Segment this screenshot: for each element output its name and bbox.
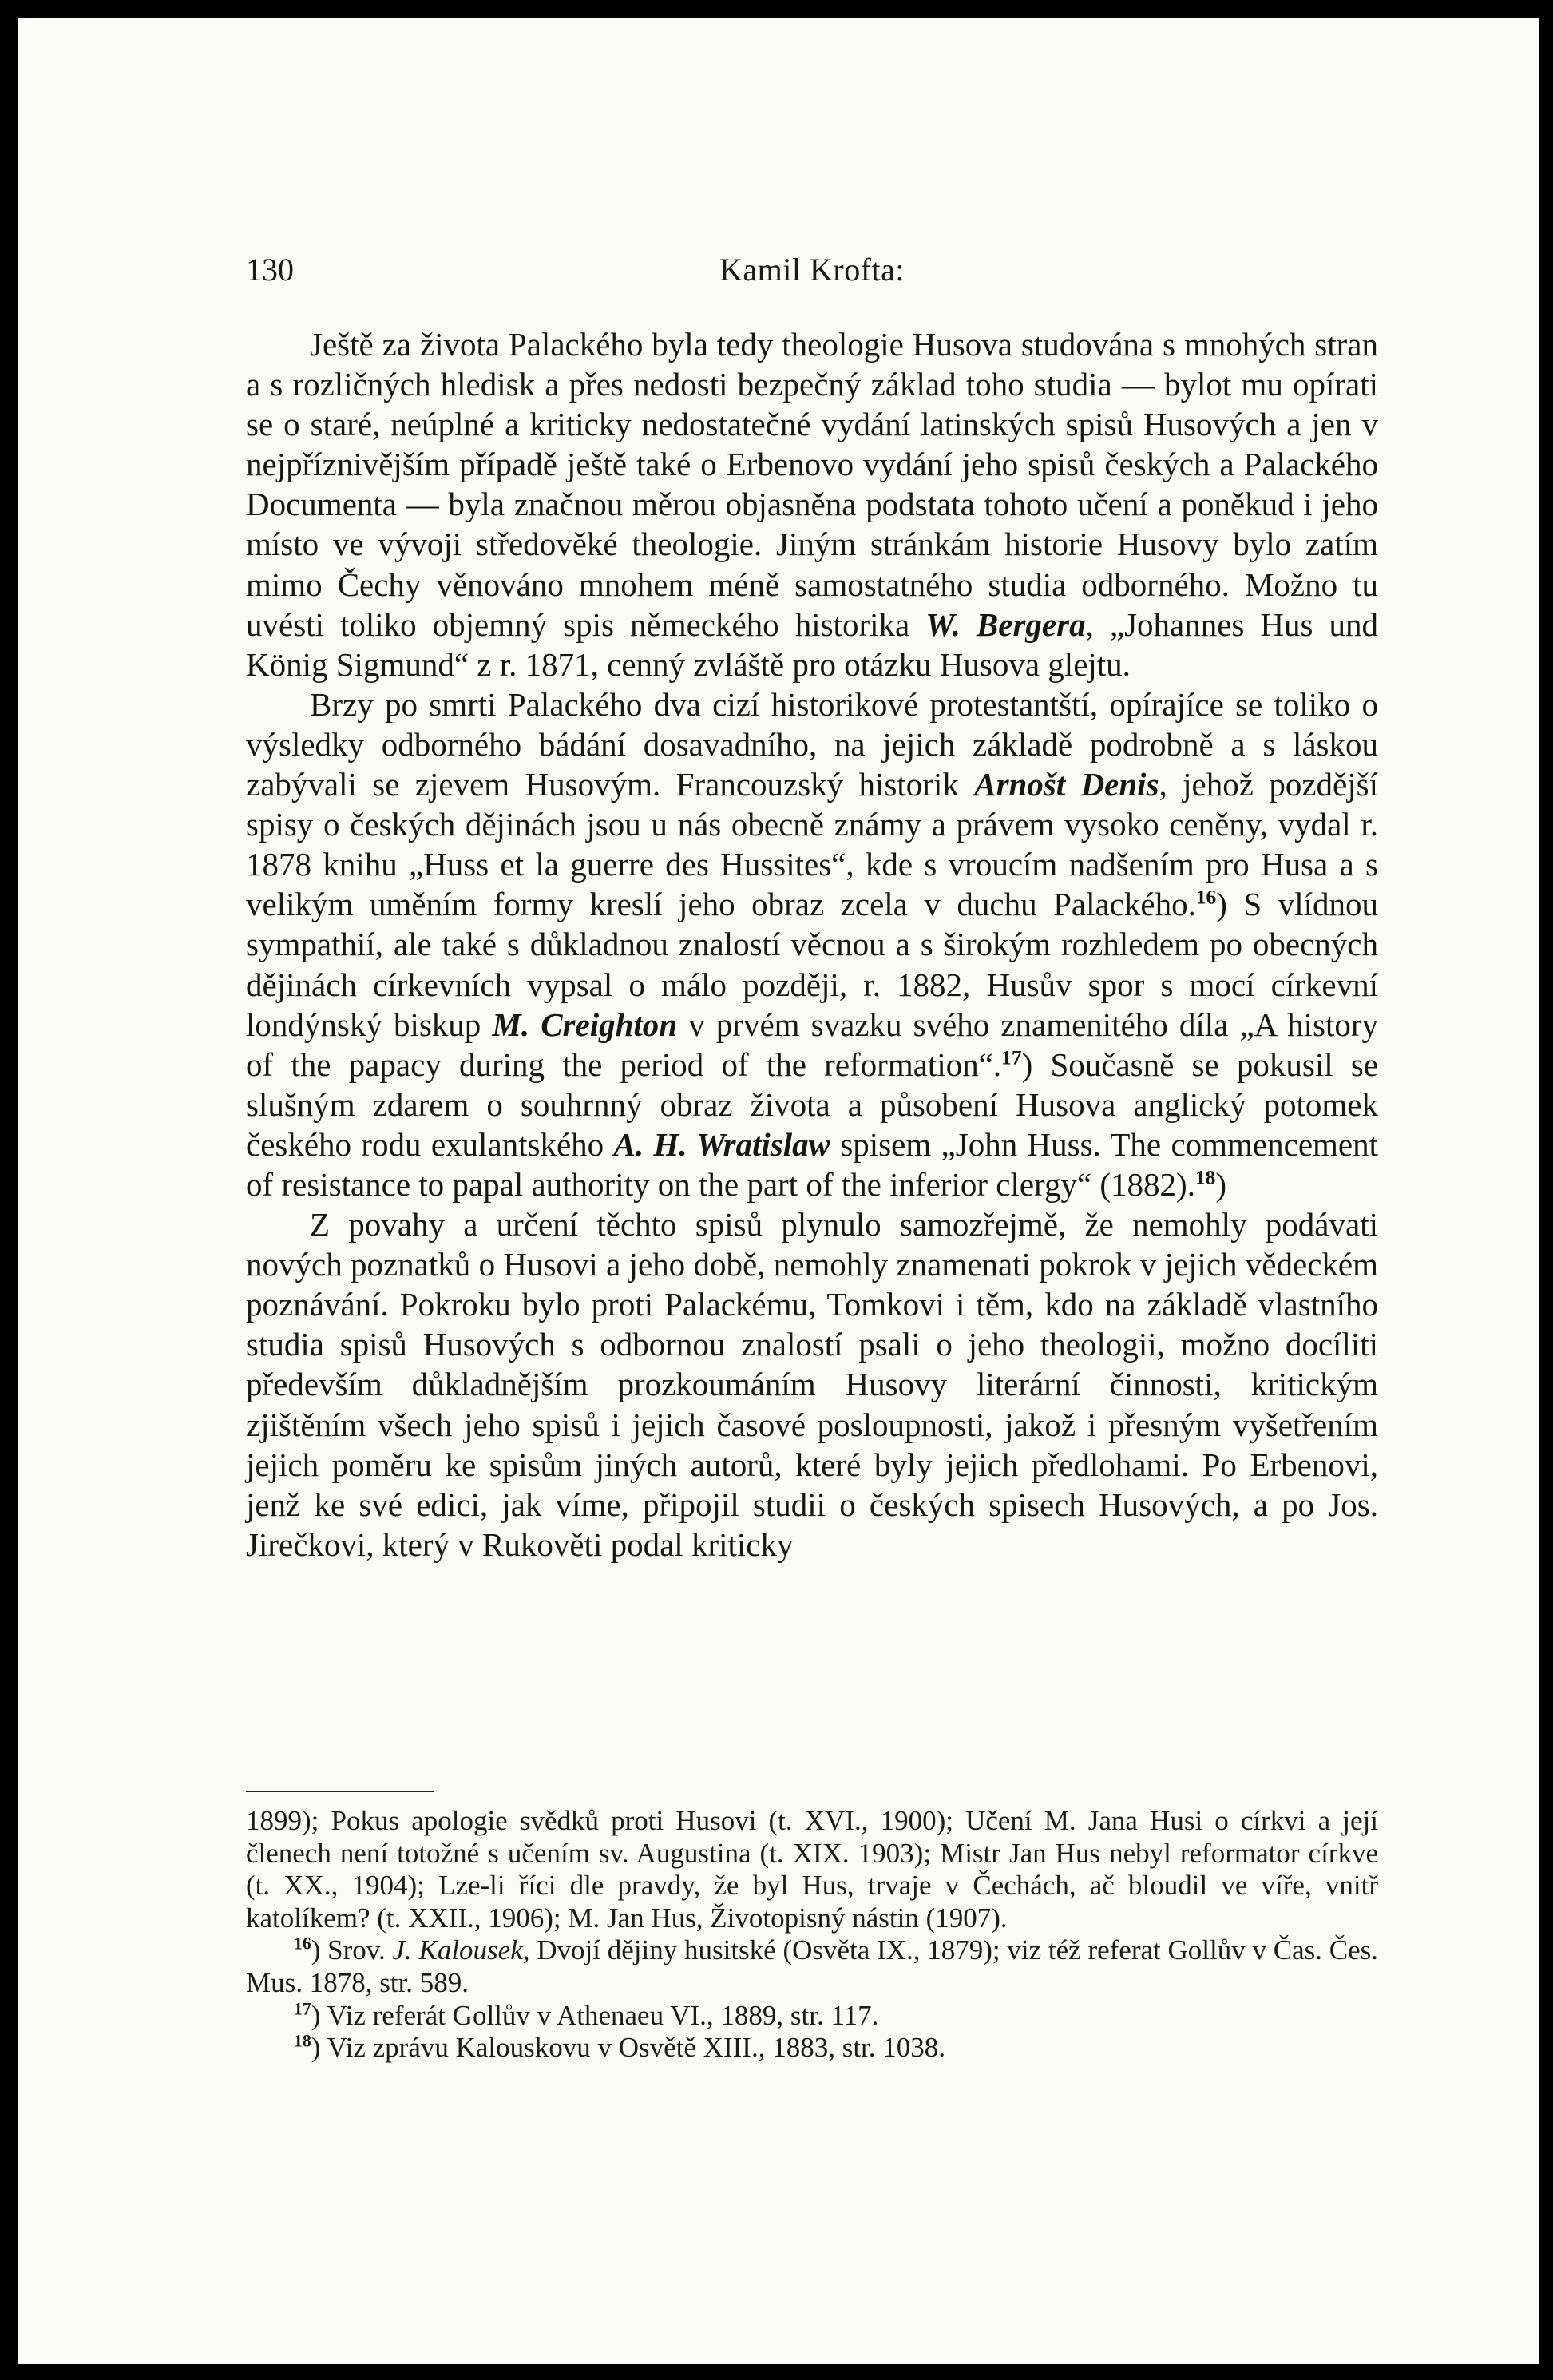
running-head: Kamil Krofta: xyxy=(719,252,905,288)
author-name: Arnošt Denis xyxy=(974,766,1159,803)
paragraph-2: Brzy po smrti Palackého dva cizí historikové protestantští, opírajíce se toliko o výsledky odborného bádání dosavadního, na jejich základě podrobně a s láskou zabývali se zjevem Husovým. Francouzský historik Arnošt Denis, jehož pozdější spisy o českých dějinách jsou u nás obecně známy a právem vysoko ceněny, vydal r. 1878 knihu „Huss et la guerre des Hussites“, kde s vroucím nadšením pro Husa a s velikým uměním formy kreslí jeho obraz zcela v duchu Palackého.$^{16}$) S vlídnou sympathií, ale také s důkladnou znalostí věcnou a s širokým rozhledem po obecných dějinách církevních vypsal o málo později, r. 1882, Husův spor s mocí církevní londýnský biskup M. Creighton v prvém svazku svého znamenitého díla „A history of the papacy during the period of the reformation“.$^{17}$) Současně se pokusil se slušným zdarem o souhrnný obraz života a působení Husova anglický potomek českého rodu exulantského A. H. Wratislaw spisem „John Huss. The commencement of resistance to papal authority on the part of the inferior clergy“ (1882).$^{18}$) xyxy=(246,685,1379,1203)
footnote-16: $^{16}$) Srov. J. Kalousek, Dvojí dějiny husitské (Osvěta IX., 1879); viz též referat Gollův v Čas. Čes. Mus. 1878, str. 589. xyxy=(246,1934,1378,1998)
author-name: M. Creighton xyxy=(492,1006,678,1043)
footnote-ref-18: 18 xyxy=(1194,1166,1216,1189)
footnote-ref-16: 16 xyxy=(1195,886,1217,909)
footnote-ref-17: 17 xyxy=(1001,1046,1022,1069)
footnote-divider xyxy=(246,1791,434,1792)
page-header xyxy=(246,251,1378,299)
book-page xyxy=(18,18,1539,2364)
author-name: J. Kalousek xyxy=(392,1934,523,1966)
paragraph-3: Z povahy a určení těchto spisů plynulo samozřejmě, že nemohly podávati nových poznatků o Husovi a jeho době, nemohly znamenati pokrok v jejich vědeckém poznávání. Pokroku bylo proti Palackému, Tomkovi i těm, kdo na základě vlastního studia spisů Husových s odbornou znalostí psali o jeho theologii, možno docíliti především důkladnějším prozkoumáním Husovy literární činnosti, kritickým zjištěním všech jeho spisů i jejich časové posloupnosti, jakož i přesným vyšetřením jejich poměru ke spisům jiných autorů, které byly jejich předlohami. Po Erbenovi, jenž ke své edici, jak víme, připojil studii o českých spisech Husových, a po Jos. Jirečkovi, který v Rukověti podal kriticky xyxy=(246,1206,1378,1563)
author-name: W. Bergera xyxy=(925,605,1086,643)
footnote-18: $^{18}$) Viz zprávu Kalouskovu v Osvětě XIII., 1883, str. 1038. xyxy=(294,2031,946,2064)
paragraph-1: Ještě za života Palackého byla tedy theologie Husova studována s mnohých stran a s rozličných hledisk a přes nedosti bezpečný základ toho studia — bylot mu opírati se o staré, neúplné a kriticky nedostatečné vydání latinských spisů Husových a jen v nejpříznivějším případě ještě také o Erbenovo vydání jeho spisů českých a Palackého Documenta — byla značnou měrou objasněna podstata tohoto učení a poněkud i jeho místo ve vývoji středověké theologie. Jiným stránkám historie Husovy bylo zatím mimo Čechy věnováno mnohem méně samostatného studia odborného. Možno tu uvésti toliko objemný spis německého historika W. Bergera, „Johannes Hus und König Sigmund“ z r. 1871, cenný zvláště pro otázku Husova glejtu. xyxy=(246,326,1378,683)
main-text xyxy=(246,324,1378,1565)
page-number: 130 xyxy=(246,252,294,288)
footnote-17: $^{17}$) Viz referát Gollův v Athenaeu VI., 1889, str. 117. xyxy=(294,1998,879,2031)
author-name: A. H. Wratislaw xyxy=(613,1125,831,1163)
footnote-continuation: 1899); Pokus apologie svědků proti Husovi (t. XVI., 1900); Učení M. Jana Husi o církvi a její členech není totožné s učením sv. Augustina (t. XIX. 1903); Mistr Jan Hus nebyl reformator církve (t. XX., 1904); Lze-li říci dle pravdy, že byl Hus, trvaje v Čechách, ač bloudil ve víře, vnitř katolíkem? (t. XXII., 1906); M. Jan Hus, Životopisný nástin (1907). xyxy=(246,1805,1378,1934)
footnotes xyxy=(246,1805,1378,2065)
